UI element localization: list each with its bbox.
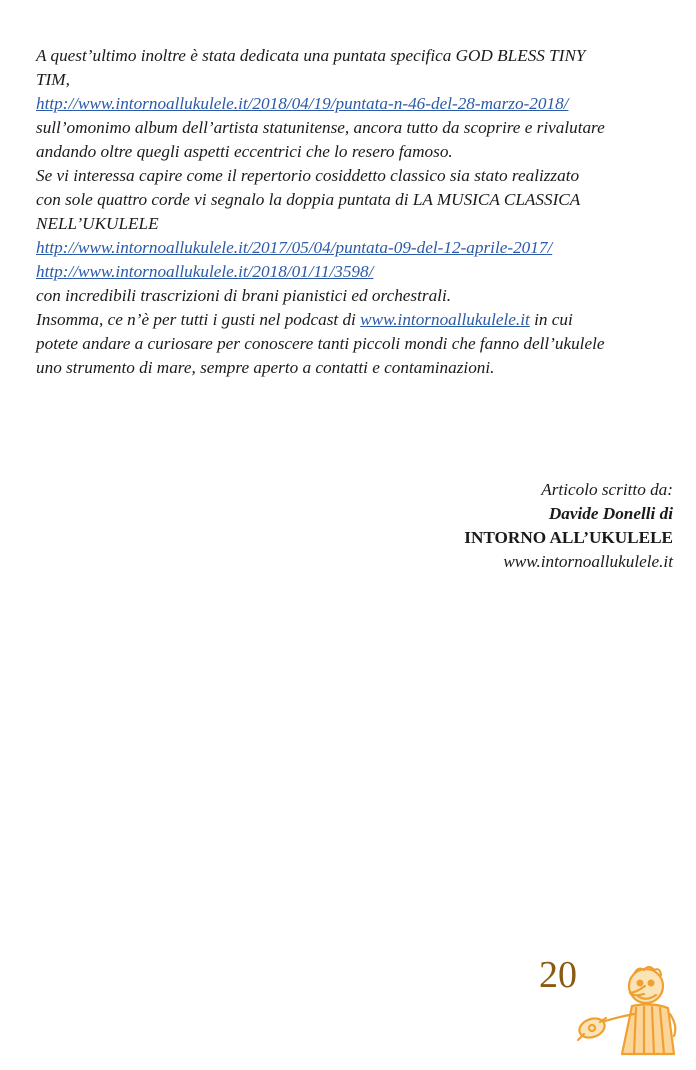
body-line: potete andare a curiosare per conoscere tanti piccoli mondi che fanno dell’ukulele	[36, 334, 605, 353]
signature-author: Davide Donelli di	[548, 504, 673, 523]
body-line: Se vi interessa capire come il repertorio cosiddetto classico sia stato realizzato	[36, 166, 580, 185]
body-line: NELL’UKULELE	[36, 214, 159, 233]
body-text-fragment: in cui	[529, 310, 573, 329]
body-line: andando oltre quegli aspetti eccentrici che lo resero famoso.	[36, 142, 453, 161]
body-line: TIM,	[36, 70, 70, 89]
podcast-link[interactable]: www.intornoallukulele.it	[360, 310, 530, 329]
body-line-podcast	[36, 308, 676, 332]
article-signature	[464, 478, 673, 574]
signature-organization: INTORNO ALL’UKULELE	[464, 528, 673, 547]
page-number: 20	[539, 954, 577, 996]
episode-link-tiny-tim[interactable]: http://www.intornoallukulele.it/2018/04/19/puntata-n-46-del-28-marzo-2018/	[36, 94, 569, 113]
signature-intro: Articolo scritto da:	[541, 480, 673, 499]
body-line: sull’omonimo album dell’artista statunitense, ancora tutto da scoprire e rivalutare	[36, 118, 605, 137]
article-body	[36, 44, 676, 380]
body-line: con sole quattro corde vi segnalo la doppia puntata di LA MUSICA CLASSICA	[36, 190, 581, 209]
body-line: uno strumento di mare, sempre aperto a contatti e contaminazioni.	[36, 358, 495, 377]
episode-link-classica-1[interactable]: http://www.intornoallukulele.it/2017/05/04/puntata-09-del-12-aprile-2017/	[36, 238, 553, 257]
body-line: A quest’ultimo inoltre è stata dedicata una puntata specifica GOD BLESS TINY	[36, 46, 586, 65]
ukulele-mascot-icon	[574, 964, 684, 1056]
signature-website: www.intornoallukulele.it	[503, 552, 673, 571]
body-line: con incredibili trascrizioni di brani pianistici ed orchestrali.	[36, 286, 452, 305]
episode-link-classica-2[interactable]: http://www.intornoallukulele.it/2018/01/11/3598/	[36, 262, 374, 281]
body-text-fragment: Insomma, ce n’è per tutti i gusti nel podcast di	[36, 310, 361, 329]
